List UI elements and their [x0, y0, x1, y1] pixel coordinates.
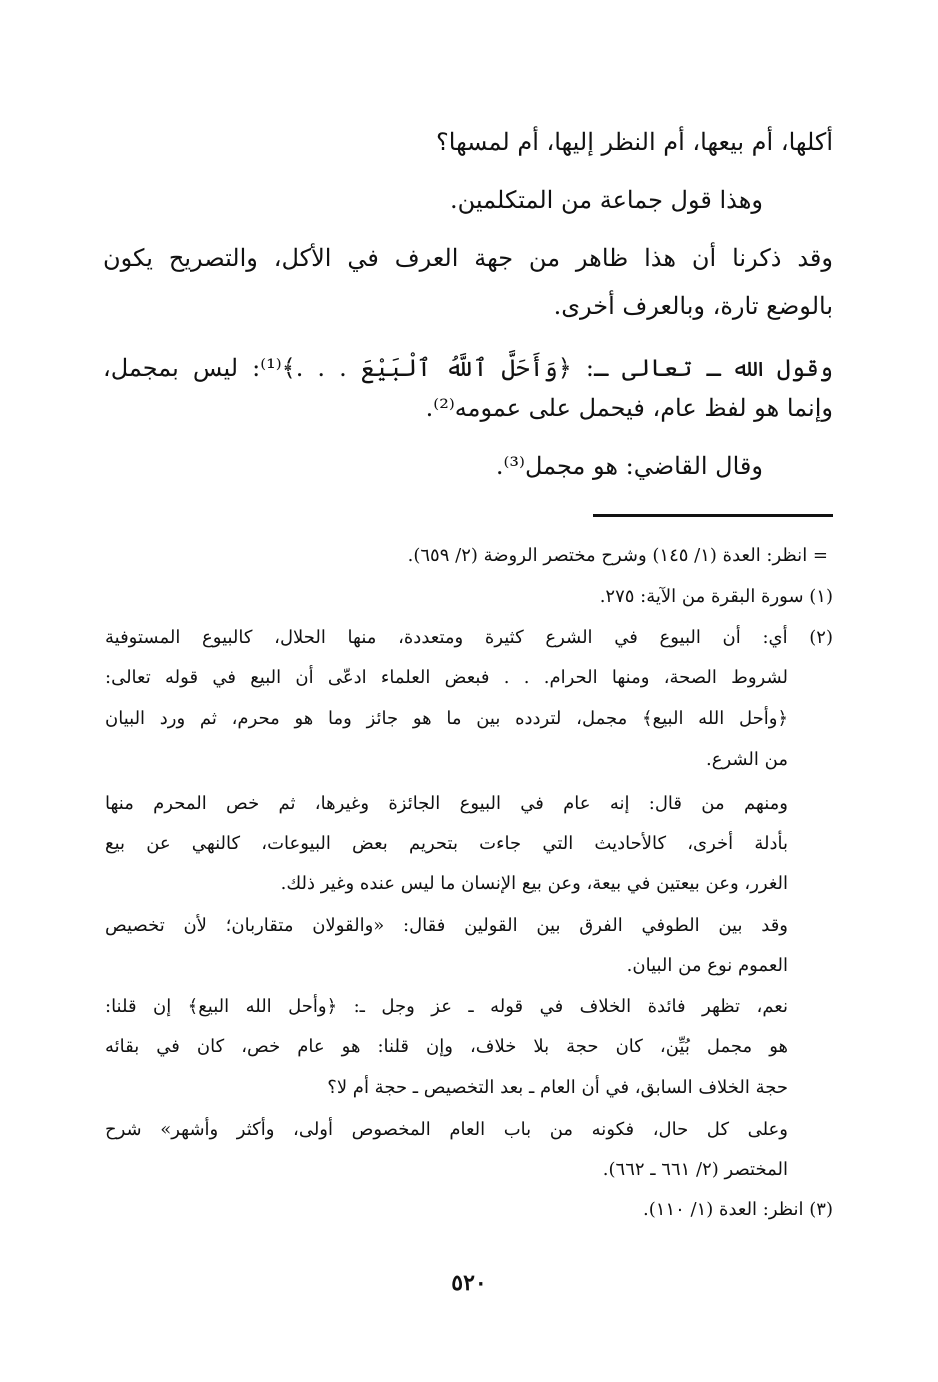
footnote-continued: = انظر: العدة (١/ ١٤٥) وشرح مختصر الروضة (٢/ ٦٥٩).: [407, 545, 828, 566]
page-number: ٥٢٠: [451, 1270, 487, 1296]
footnote-separator: [593, 514, 833, 517]
main-line-1: أكلها، أم بيعها، أم النظر إليها، أم لمسها؟: [436, 128, 833, 156]
footnote-2-line-4: من الشرع.: [705, 749, 788, 770]
footnote-2-line-13: وعلى كل حال، فكونه من باب العام المخصوص أولى، وأكثر وأشهر» شرح: [105, 1119, 788, 1140]
main-line-5: وقول الله ـ تعالى ـ: ﴿وَأَحَلَّ ٱللَّهُ ٱلْبَيْعَ . . .﴾⁽¹⁾: ليس بمجمل،: [103, 354, 834, 382]
footnote-2-line-3: ﴿وأحل الله البيع﴾ مجمل، لتردده بين ما هو جائز وما هو محرم، ثم ورد البيان: [105, 708, 788, 729]
footnote-2-line-11: هو مجمل بُيِّن، كان حجة بلا خلاف، وإن قلنا: هو عام خص، كان في بقائه: [105, 1036, 788, 1057]
main-line-2: وهذا قول جماعة من المتكلمين.: [450, 186, 763, 214]
footnote-2-line-7: الغرر، وعن بيعتين في بيعة، وعن بيع الإنسان ما ليس عنده وغير ذلك.: [280, 873, 788, 894]
footnote-2-line-5: ومنهم من قال: إنه عام في البيوع الجائزة وغيرها، ثم خص المحرم منها: [105, 793, 788, 814]
footnote-2-line-2: لشروط الصحة، ومنها الحرام. . . فبعض العلماء ادعّى أن البيع في قوله تعالى:: [105, 667, 788, 688]
footnote-2-line-9: العموم نوع من البيان.: [626, 955, 788, 976]
main-line-4: بالوضع تارة، وبالعرف أخرى.: [553, 292, 833, 320]
footnote-1: (١) سورة البقرة من الآية: ٢٧٥.: [599, 586, 833, 607]
main-line-7: وقال القاضي: هو مجمل⁽³⁾.: [495, 452, 763, 480]
footnote-2-line-8: وقد بين الطوفي الفرق بين القولين فقال: «والقولان متقاربان؛ لأن تخصيص: [105, 915, 788, 936]
main-line-6: وإنما هو لفظ عام، فيحمل على عمومه⁽²⁾.: [425, 394, 833, 422]
footnote-2-line-6: بأدلة أخرى، كالأحاديث التي جاءت بتحريم بعض البيوعات، كالنهي عن بيع: [105, 833, 788, 854]
footnote-2-line-10: نعم، تظهر فائدة الخلاف في قوله ـ عز وجل ـ: ﴿وأحل الله البيع﴾ إن قلنا:: [105, 996, 788, 1017]
footnote-3: (٣) انظر: العدة (١/ ١١٠).: [643, 1199, 833, 1220]
footnote-2-line-1: (٢) أي: أن البيوع في الشرع كثيرة ومتعددة، منها الحلال، كالبيوع المستوفية: [105, 627, 833, 648]
footnote-2-line-14: المختصر (٢/ ٦٦١ ـ ٦٦٢).: [602, 1159, 788, 1180]
main-line-3: وقد ذكرنا أن هذا ظاهر من جهة العرف في الأكل، والتصريح يكون: [103, 244, 833, 272]
footnote-2-line-12: حجة الخلاف السابق، في أن العام ـ بعد التخصيص ـ حجة أم لا؟: [327, 1077, 788, 1098]
